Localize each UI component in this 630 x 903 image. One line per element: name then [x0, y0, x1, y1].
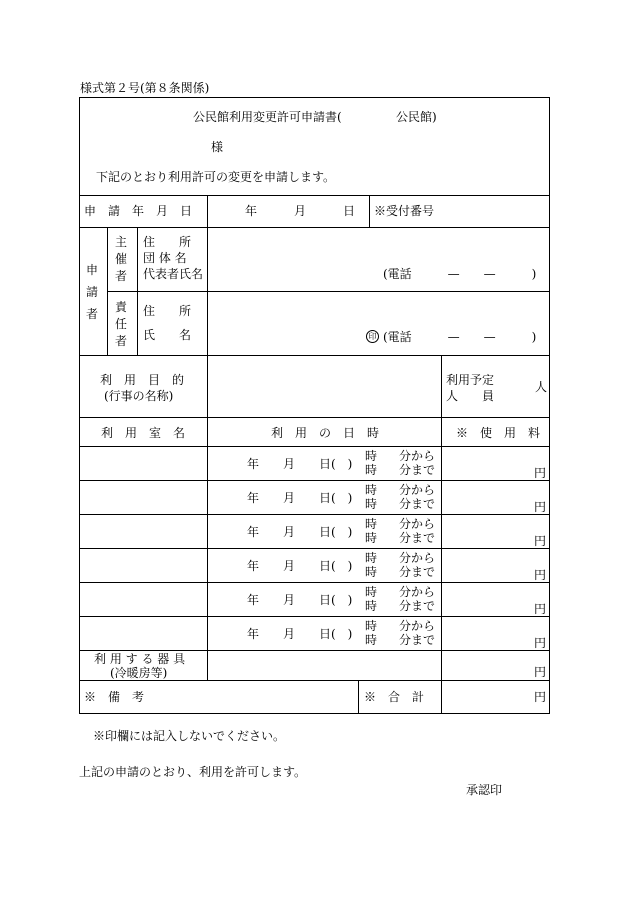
usage-row-from-hour: 時 [365, 483, 378, 497]
responsible-name-label: 氏 名 [143, 328, 192, 342]
remarks-label: ※ 備 考 [84, 690, 145, 704]
responsible-label: 者 [115, 334, 128, 348]
seal-mark-icon: 印 [366, 330, 379, 343]
usage-row-date: 年 月 日( ) [247, 559, 353, 573]
divider [79, 227, 550, 228]
usage-row-to-hour: 時 [365, 633, 378, 647]
usage-row-yen: 円 [534, 534, 547, 548]
usage-row-date: 年 月 日( ) [247, 525, 353, 539]
usage-row-from-min: 分から [399, 585, 436, 599]
usage-row-to-hour: 時 [365, 463, 378, 477]
usage-row-from-hour: 時 [365, 619, 378, 633]
usage-row-date: 年 月 日( ) [247, 491, 353, 505]
purpose-sublabel: (行事の名称) [104, 389, 174, 403]
usage-row-yen: 円 [534, 466, 547, 480]
usage-row-to-hour: 時 [365, 497, 378, 511]
column-divider [441, 355, 442, 680]
usage-row-to-hour: 時 [365, 565, 378, 579]
usage-row-to-min: 分まで [399, 497, 436, 511]
person-unit: 人 [535, 380, 548, 394]
usage-row-from-min: 分から [399, 551, 436, 565]
approval-text: 上記の申請のとおり、利用を許可します。 [79, 765, 307, 779]
column-divider [441, 680, 442, 714]
usage-row-from-min: 分から [399, 449, 436, 463]
usage-row-yen: 円 [534, 500, 547, 514]
addressee-suffix: 様 [211, 140, 224, 154]
organizer-label: 者 [115, 269, 128, 283]
usage-row-to-min: 分まで [399, 463, 436, 477]
column-divider [358, 680, 359, 714]
usage-row-to-min: 分まで [399, 633, 436, 647]
intro-text: 下記のとおり利用許可の変更を申請します。 [96, 170, 336, 184]
usage-row-from-hour: 時 [365, 517, 378, 531]
application-year: 年 [245, 204, 258, 218]
application-date-label: 申 請 年 月 日 [84, 204, 193, 218]
usage-row-from-hour: 時 [365, 551, 378, 565]
usage-row-from-min: 分から [399, 517, 436, 531]
divider [79, 650, 550, 651]
column-divider [107, 227, 108, 355]
usage-row-from-min: 分から [399, 619, 436, 633]
usage-row-from-hour: 時 [365, 449, 378, 463]
divider [79, 616, 550, 617]
usage-row-to-hour: 時 [365, 599, 378, 613]
receipt-number-label: ※受付番号 [374, 204, 435, 218]
purpose-label: 利 用 目 的 [100, 373, 185, 387]
divider [79, 355, 550, 356]
usage-row-yen: 円 [534, 636, 547, 650]
usage-row-to-min: 分まで [399, 565, 436, 579]
usage-row-to-min: 分まで [399, 599, 436, 613]
column-divider [137, 227, 138, 355]
usage-row-to-hour: 時 [365, 531, 378, 545]
usage-row-from-min: 分から [399, 483, 436, 497]
divider [79, 680, 550, 681]
usage-row-date: 年 月 日( ) [247, 627, 353, 641]
usage-row-yen: 円 [534, 568, 547, 582]
total-yen: 円 [534, 690, 547, 704]
form-title-right: 公民館) [396, 110, 437, 124]
divider [107, 291, 550, 292]
equipment-label: 利 用 す る 器 具 [94, 652, 186, 666]
form-frame [79, 97, 550, 714]
column-divider [207, 195, 208, 680]
usage-row-to-min: 分まで [399, 531, 436, 545]
divider [79, 417, 550, 418]
usage-row-yen: 円 [534, 602, 547, 616]
organizer-phone: (電話 — — ) [383, 267, 537, 281]
divider [79, 582, 550, 583]
divider [79, 195, 550, 196]
organizer-label: 催 [115, 252, 128, 266]
applicant-label: 申 [86, 263, 99, 277]
form-number: 様式第２号(第８条関係) [80, 81, 210, 95]
expected-attendees-label: 利用予定 [446, 373, 495, 387]
equipment-sublabel: (冷暖房等) [110, 666, 168, 680]
total-label: ※ 合 計 [364, 690, 425, 704]
application-day: 日 [343, 204, 356, 218]
organizer-address-label: 住 所 [143, 235, 192, 249]
responsible-label: 任 [115, 317, 128, 331]
divider [79, 446, 550, 447]
approval-seal-label: 承認印 [466, 783, 503, 797]
organizer-label: 主 [115, 235, 128, 249]
room-name-header: 利 用 室 名 [101, 426, 186, 440]
usage-row-date: 年 月 日( ) [247, 457, 353, 471]
responsible-address-label: 住 所 [143, 304, 192, 318]
divider [79, 480, 550, 481]
applicant-label: 者 [86, 307, 99, 321]
usage-row-from-hour: 時 [365, 585, 378, 599]
applicant-label: 請 [86, 285, 99, 299]
fee-header: ※ 使 用 料 [456, 426, 541, 440]
divider [79, 514, 550, 515]
responsible-phone: (電話 — — ) [383, 330, 537, 344]
divider [79, 548, 550, 549]
usage-row-date: 年 月 日( ) [247, 593, 353, 607]
expected-attendees-label: 人 員 [446, 389, 495, 403]
usage-datetime-header: 利 用 の 日 時 [271, 426, 380, 440]
application-month: 月 [294, 204, 307, 218]
organizer-rep-label: 代表者氏名 [143, 267, 204, 281]
responsible-label: 責 [115, 300, 128, 314]
footnote: ※印欄には記入しないでください。 [93, 729, 286, 743]
organizer-group-label: 団 体 名 [143, 251, 187, 265]
form-title-left: 公民館利用変更許可申請書( [193, 110, 342, 124]
column-divider [369, 195, 370, 227]
equipment-yen: 円 [534, 665, 547, 679]
